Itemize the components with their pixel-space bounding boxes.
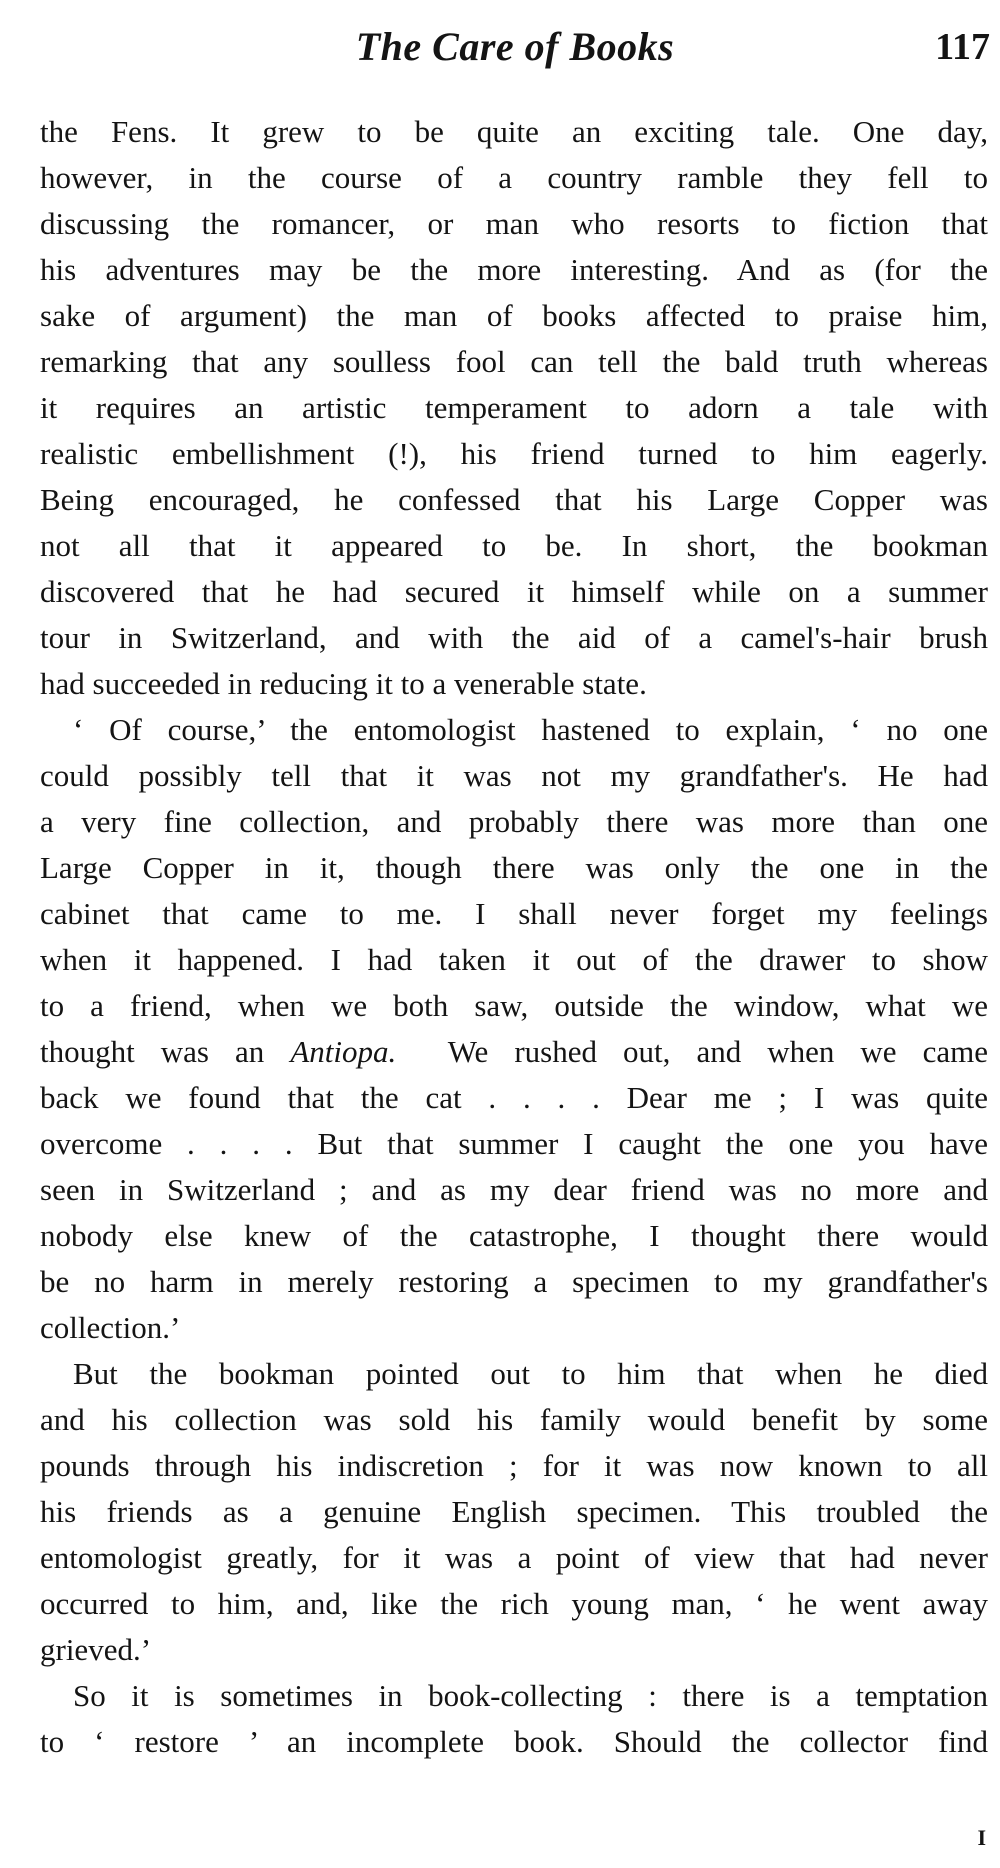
text-line: entomologist greatly, for it was a point of view that had never (40, 1540, 988, 1575)
paragraph-4 (40, 1673, 988, 1765)
italic-species-name: Antiopa. (290, 1034, 397, 1069)
text-line: nobody else knew of the catastrophe, I thought there would (40, 1218, 988, 1253)
text-line: pounds through his indiscretion ; for it was now known to all (40, 1448, 988, 1483)
text-line: remarking that any soulless fool can tell the bald truth whereas (40, 344, 988, 379)
text-line: Being encouraged, he confessed that his Large Copper was (40, 482, 988, 517)
page-number: 117 (935, 26, 990, 68)
running-head (40, 22, 990, 72)
text-line: back we found that the cat . . . . Dear me ; I was quite (40, 1080, 988, 1115)
text-line: to a friend, when we both saw, outside the window, what we (40, 988, 988, 1023)
text-line: occurred to him, and, like the rich young man, ‘ he went away (40, 1586, 988, 1621)
text-line: Large Copper in it, though there was only the one in the (40, 850, 988, 885)
text-line: however, in the course of a country ramble they fell to (40, 160, 988, 195)
text-line: to ‘ restore ’ an incomplete book. Should the collector find (40, 1724, 988, 1759)
text-line: when it happened. I had taken it out of the drawer to show (40, 942, 988, 977)
text-fragment: We rushed out, and when we came (447, 1034, 988, 1069)
text-line: his friends as a genuine English specimen. This troubled the (40, 1494, 988, 1529)
text-line: could possibly tell that it was not my grandfather's. He had (40, 758, 988, 793)
body-text (40, 109, 988, 1765)
text-line: a very fine collection, and probably there was more than one (40, 804, 988, 839)
text-line: tour in Switzerland, and with the aid of a camel's-hair brush (40, 620, 988, 655)
text-fragment: thought was an (40, 1034, 265, 1069)
text-line: So it is sometimes in book-collecting : there is a temptation (73, 1678, 988, 1713)
text-line: collection.’ (40, 1310, 181, 1345)
paragraph-3 (40, 1351, 988, 1673)
text-line-with-italic (40, 1029, 988, 1075)
text-line: his adventures may be the more interesting. And as (for the (40, 252, 988, 287)
text-line: it requires an artistic temperament to adorn a tale with (40, 390, 988, 425)
paragraph-2 (40, 707, 988, 1351)
running-head-title: The Care of Books (355, 24, 675, 69)
signature-mark: I (977, 1825, 986, 1850)
text-line: cabinet that came to me. I shall never forget my feelings (40, 896, 988, 931)
text-line: discussing the romancer, or man who resorts to fiction that (40, 206, 988, 241)
text-line: and his collection was sold his family would benefit by some (40, 1402, 988, 1437)
text-line: seen in Switzerland ; and as my dear friend was no more and (40, 1172, 988, 1207)
paragraph-1 (40, 109, 988, 707)
text-line: ‘ Of course,’ the entomologist hastened to explain, ‘ no one (73, 712, 988, 747)
text-line: the Fens. It grew to be quite an exciting tale. One day, (40, 114, 988, 149)
text-line: But the bookman pointed out to him that when he died (73, 1356, 988, 1391)
text-line: not all that it appeared to be. In short, the bookman (40, 528, 988, 563)
text-line: realistic embellishment (!), his friend turned to him eagerly. (40, 436, 988, 471)
text-line: overcome . . . . But that summer I caught the one you have (40, 1126, 988, 1161)
text-line: had succeeded in reducing it to a venerable state. (40, 666, 647, 701)
text-line: discovered that he had secured it himself while on a summer (40, 574, 988, 609)
text-line: grieved.’ (40, 1632, 152, 1667)
text-line: sake of argument) the man of books affected to praise him, (40, 298, 988, 333)
text-line: be no harm in merely restoring a specimen to my grandfather's (40, 1264, 988, 1299)
